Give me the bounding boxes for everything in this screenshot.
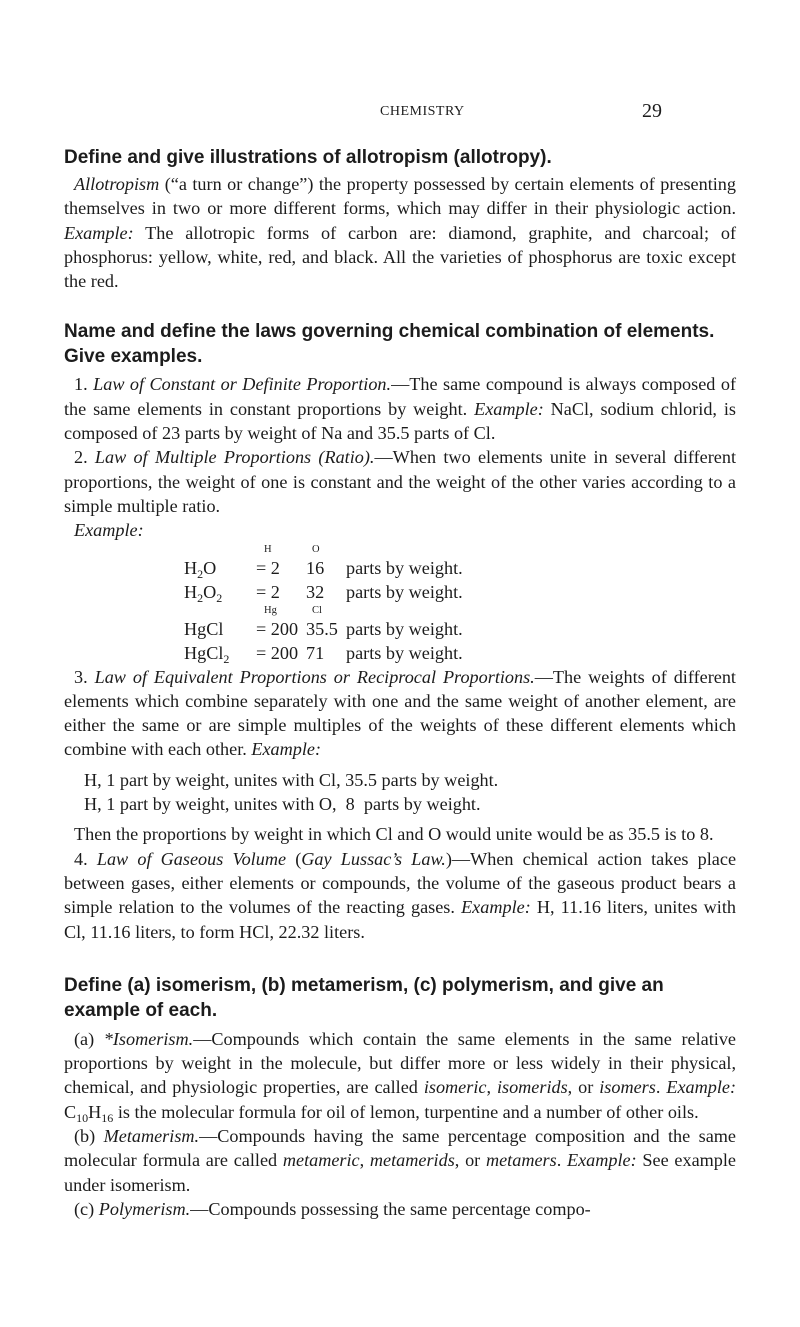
example-label: Example: [251,739,322,760]
isomerism-heading: Define (a) isomerism, (b) metamerism, (c) polymerism, and give an example of each. [64,974,664,1021]
law-3-example-line: H, 1 part by weight, unites with Cl, 35.5 parts by weight. [84,769,499,790]
element-header-row: Hg Cl [264,604,322,616]
law-1-title: Law of Constant or Definite Proportion. [93,374,392,395]
law-3-example-line: H, 1 part by weight, unites with O, 8 parts by weight. [84,794,481,815]
formula-row: $H_2O$ = 2 16 parts by weight. [184,557,463,581]
formula: HgCl [184,618,224,639]
isomerism-paragraph: (a) *Isomerism.—Compounds which contain the same elements in the same relative proportions by weight in the molecule, but differ more or less widely in their physical, chemical, and physiologic properties, are called isomeric, isomerids, or isomers. Example: $C_{10}H_{16}$ is the molecular formula for oil of lemon, turpentine and a number of other oils. [64,1028,737,1125]
term-polymerism: Polymerism. [98,1198,191,1219]
formula: $C_{10}H_{16}$ [64,1101,114,1125]
allotropism-paragraph: Allotropism (“a turn or change”) the property possessed by certain elements of presenting themselves in two or more different forms, which may differ in their physiologic action. Example: The allotropic forms of carbon are: diamond, graphite, and charcoal; of phosphorus: yellow, white, red, and black. All the varieties of phosphorus are toxic except the red. [64,174,736,292]
multiple-proportions-table [184,543,736,665]
laws-heading: Name and define the laws governing chemical combination of elements. Give examples. [64,321,715,368]
page-content [64,145,736,1221]
polymerism-paragraph: (c) Polymerism.—Compounds possessing the same percentage compo- [74,1198,591,1219]
example-label: Example: [461,897,531,918]
law-4-paragraph: 4. Law of Gaseous Volume (Gay Lussac’s Law.)—When chemical action takes place between gases, either elements or compounds, the volume of the gaseous product bears a simple relation to the volumes of the reacting gases. Example: H, 11.16 liters, unites with Cl, 11.16 liters, to form HCl, 22.32 liters. [64,848,737,942]
formula: $H_2O_2$ [184,581,223,605]
formula: HgCl$_2$ [184,642,230,666]
formula: $H_2O$ [184,557,217,581]
example-label: Example: [64,222,134,243]
law-3-examples [84,768,736,817]
law-1-paragraph: 1. Law of Constant or Definite Proportion.—The same compound is always composed of the same elements in constant proportions by weight. Example: NaCl, sodium chlorid, is composed of 23 parts by weight of Na and 35.5 parts of Cl. [64,374,736,444]
law-3-title: Law of Equivalent Proportions or Reciprocal Proportions. [94,666,535,687]
formula-row: HgCl = 200 35.5 parts by weight. [184,617,736,641]
law-4-title: Law of Gaseous Volume [96,848,287,869]
term-metamerism: Metamerism. [103,1126,200,1147]
term-allotropism: Allotropism [74,174,160,194]
term-isomerism: *Isomerism. [103,1028,194,1049]
metamerism-paragraph: (b) Metamerism.—Compounds having the same percentage composition and the same molecular formula are called metameric, metamerids, or metamers. Example: See example under isomerism. [64,1126,737,1195]
example-label: Example: [666,1077,737,1098]
law-2-title: Law of Multiple Proportions [94,447,312,468]
example-label: Example: [566,1150,637,1171]
law-2-example-label: Example: [74,520,144,541]
running-title: CHEMISTRY [380,104,465,119]
law-3-paragraph: 3. Law of Equivalent Proportions or Reciprocal Proportions.—The weights of different elements which combine separately with one and the same weight of another element, are either the same or are simple multiples of the weights of these different elements which combine with each other. Example: [64,666,736,760]
formula-row: HgCl$_2$ = 200 71 parts by weight. [184,642,463,666]
element-header-row: H O [264,543,320,555]
page-number: 29 [642,100,662,122]
example-label: Example: [474,398,544,419]
allotropism-heading: Define and give illustrations of allotropism (allotropy). [64,147,552,168]
law-3-conclusion: Then the proportions by weight in which Cl and O would unite would be as 35.5 is to 8. [74,824,714,845]
formula-row: $H_2O_2$ = 2 32 parts by weight. [184,581,463,605]
law-2-paragraph: 2. Law of Multiple Proportions (Ratio).—When two elements unite in several different proportions, the weight of one is constant and the weight of the other varies according to a simple multiple ratio. [64,447,736,516]
